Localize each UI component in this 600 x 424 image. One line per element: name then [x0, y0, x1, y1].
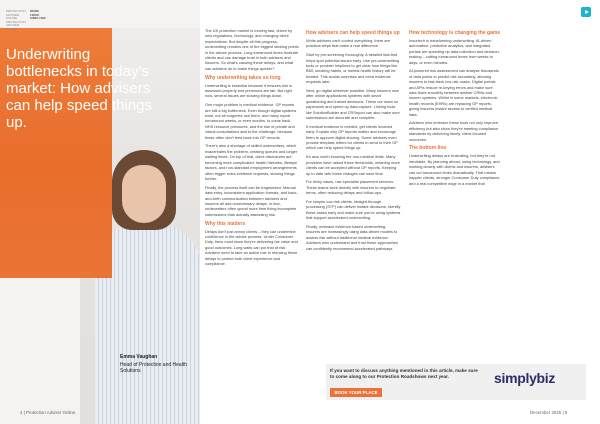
section-heading: Why this matters: [205, 220, 246, 227]
paragraph: Underwriting delays are frustrating, but they're not inevitable. By planning ahead, using technology, and working closely with clients and insurers, advisers can cut turnaround times dramatically. That means happier clients, stronger Consumer Duty compliance, and a real competitive edge in a market that: [409, 153, 501, 186]
paragraph: There's also a shortage of skilled underwriters, which exacerbates the problem, creating queues and longer waiting times. On top of that, client disclosures are becoming more complicated: health histories, lifestyle factors, and non-standard employment arrangements often trigger extra evidence requests, slowing things further.: [205, 143, 298, 181]
footer-left: 4 | Protection Adviser Online: [20, 410, 76, 415]
paragraph: The UK protection market is moving fast, driven by new regulations, technology, and changing client expectations. But despite all this progress, underwriting remains one of the biggest sticking points in the advice process. Long turnaround times frustrate clients and can damage trust in both advisers and insurers. So what's causing these delays, and what can advisers do to make things quicker?: [205, 28, 299, 71]
paragraph: One major problem is medical evidence. GP reports are still a big bottleneck. Even though digital systems exist, not all surgeries use them, and many report turnaround weeks, or even months, to come back. NHS resource pressures, and the rise of private and virtual consultations add to the challenge, because these often don't feed back into GP records.: [205, 102, 297, 140]
paragraph: Underwriting is essential because it ensures risk is assessed properly and premiums are fair. But right now, several issues are slowing things down.: [205, 82, 292, 99]
footer-right: December 2025 | 5: [530, 410, 568, 415]
author-name: Emma Vaughan: [120, 354, 158, 360]
cta-text: If you want to discuss anything mentioned in this article, make sure to come along to our Protection Roadshows next year.: [330, 368, 478, 379]
header-caption: [6, 10, 76, 32]
paragraph: For simpler low-risk clients, straight-through processing (STP) can deliver instant decisions. Identify these cases early and make sure you're using systems that support accelerated underwriting.: [306, 198, 401, 221]
hero-panel: [0, 0, 200, 424]
author-block: [120, 354, 198, 374]
article-column-4: [503, 28, 595, 31]
portrait-face: [122, 165, 166, 223]
article-column-3: [409, 28, 501, 189]
cta-box: [326, 364, 586, 400]
book-place-button[interactable]: BOOK YOUR PLACE: [330, 388, 382, 397]
simplybiz-logo: simplybiz: [494, 370, 556, 386]
paragraph: Finally, the process itself can be fragmented. Manual data entry, inconsistent application formats, and back-and-forth communication between advisers and insurers all add unnecessary delays. In fact, underwriters often spend more time fixing incomplete submissions than actually assessing risk.: [205, 184, 298, 217]
paragraph: Next, go digital wherever possible. Many insurers now offer online applications systems with smart questioning and instant decisions. These cut down on paperwork and speed up data capture. Linking tools like SolutionBuilder and CRSeport can also make sure submissions are accurate and complete.: [306, 88, 400, 121]
caption-col-1: PROTECTION ADVISER ONLINE: [6, 9, 26, 21]
author-role: Head of Protection and Health Solutions: [120, 362, 187, 374]
article-title: Underwriting bottlenecks in today's market: How advisers can help speed things up.: [6, 46, 152, 131]
paragraph: AI-powered risk assessment can analyse thousands of data points to predict risk accurately, allowing insurers to fast-track low-risk cases. Digital portals and APIs reduce re-keying errors and make sure data flows smoothly between adviser CRMs and insurer systems. Whilst in some markets, electronic health records (EHRs) are replacing GP reports, giving insurers instant access to verified medical data.: [409, 68, 499, 117]
paragraph: Delays don't just annoy clients – they can undermine confidence in the advice process. Under Consumer Duty, firms must show they're delivering fair value and good outcomes. Long waits can put that at risk. Advisers need to take an active role in reducing these delays to protect both client experience and compliance.: [205, 228, 298, 266]
section-heading: How technology is changing the game: [409, 30, 501, 36]
article-column-2: [306, 28, 401, 254]
section-heading: The bottom line: [409, 145, 447, 152]
paragraph: Advisers who embrace these tools not only improve efficiency but also show they're meeting compliance standards by delivering timely, client-focused outcomes.: [409, 120, 499, 142]
app-logo-icon: [581, 7, 591, 17]
paragraph: While advisers can't control everything, there are practical steps that make a real difference.: [306, 38, 390, 49]
caption-col-3: PROTECTION ADVISER ONLINE: [6, 19, 26, 31]
paragraph: Finally, embrace evidence-based underwriting. Insurers are increasingly using data-driven models to assess risk without traditional medical evidence. Advisers who understand and trust these approaches can confidently recommend accelerated pathways.: [306, 223, 398, 251]
section-heading: How advisers can help speed things up: [306, 30, 400, 36]
paragraph: Start by pre-screening thoroughly. A detailed fact-find helps spot potential issues early. Use pre-underwriting tools or provider helplines to get clear how things like BMI, smoking habits, or mental health history will be treated. This avoids surprises and extra evidence requests later.: [306, 52, 400, 85]
caption-col-2: MORE FROM SIMPLYBIZ: [30, 9, 46, 21]
section-heading: Why underwriting takes so long: [205, 74, 281, 81]
article-column-1: [205, 28, 300, 270]
paragraph: If medical evidence is needed, get clients involved early. Explain why GP reports matter and encourage them to approve digital sharing. Some advisers even provide template letters for clients to send to their GP which can help speed things up.: [306, 123, 398, 151]
paragraph: It's also worth knowing the non-medical limits. Many providers have raised these thresholds, meaning more clients can be accepted without GP reports. Keeping up to date with these changes can save time.: [306, 154, 400, 176]
paragraph: For tricky cases, use specialist placement services. These teams work directly with insurers to negotiate terms, often reducing delays and follow-ups.: [306, 179, 396, 196]
paragraph: Insurtech is transforming underwriting. AI-driven automation, predictive analytics, and integrated portals are speeding up data collection and decision-making – cutting turnaround times from weeks to days, or even minutes.: [409, 38, 500, 65]
